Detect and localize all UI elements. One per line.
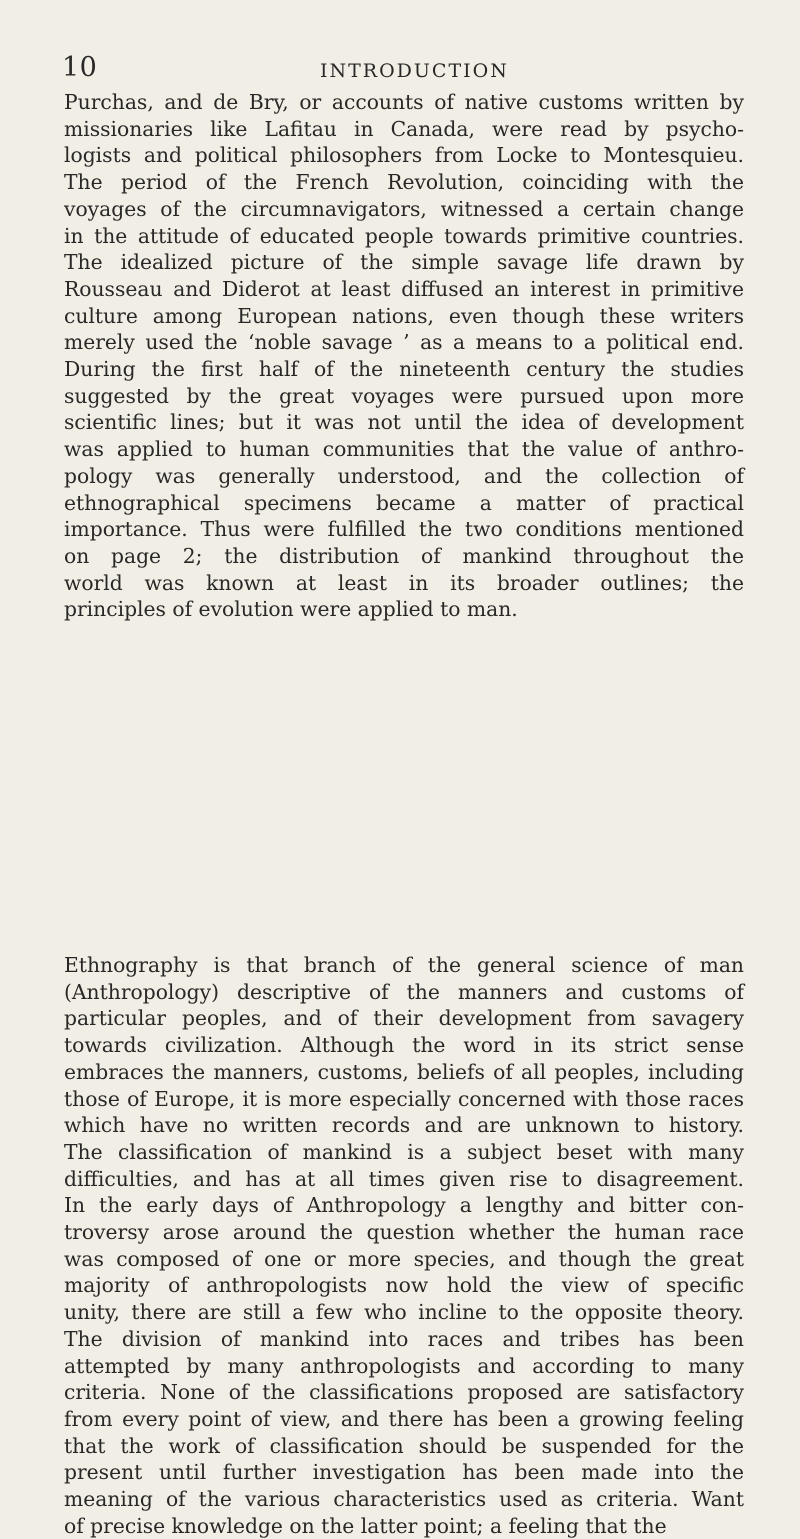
text-line: logists and political philosophers from Locke to Montesquieu. [64, 143, 744, 168]
text-line: Rousseau and Diderot at least diffused an interest in primitive [64, 276, 744, 301]
text-line: difficulties, and has at all times given rise to disagreement. [64, 1166, 744, 1191]
text-line: suggested by the great voyages were pursued upon more [64, 383, 744, 408]
text-line: criteria. None of the classifications proposed are satisfactory [64, 1380, 744, 1405]
text-line: of precise knowledge on the latter point; a feeling that the [64, 1513, 667, 1538]
paragraph-2 [64, 952, 744, 1539]
text-line: voyages of the circumnavigators, witnessed a certain change [64, 196, 744, 221]
text-line: in the attitude of educated people towards primitive countries. [64, 223, 744, 248]
text-line: culture among European nations, even though these writers [64, 303, 744, 328]
text-line: troversy arose around the question whether the human race [64, 1220, 744, 1245]
text-line: meaning of the various characteristics used as criteria. Want [64, 1487, 744, 1512]
text-line: The period of the French Revolution, coinciding with the [64, 170, 744, 195]
text-line: was composed of one or more species, and though the great [64, 1246, 744, 1271]
text-line: Ethnography is that branch of the general science of man [64, 953, 744, 977]
text-line: present until further investigation has been made into the [64, 1460, 744, 1485]
paragraph-1 [64, 89, 744, 623]
text-line: principles of evolution were applied to man. [64, 597, 518, 622]
text-line: particular peoples, and of their development from savagery [64, 1006, 744, 1031]
text-line: pology was generally understood, and the collection of [64, 463, 744, 488]
text-line: missionaries like Lafitau in Canada, were read by psycho- [64, 116, 744, 141]
text-line: Purchas, and de Bry, or accounts of native customs written by [64, 90, 744, 114]
text-line: The division of mankind into races and tribes has been [64, 1326, 744, 1351]
text-line: on page 2; the distribution of mankind throughout the [64, 543, 744, 568]
text-line: During the first half of the nineteenth century the studies [64, 357, 744, 382]
running-head: INTRODUCTION [320, 60, 509, 82]
text-line: majority of anthropologists now hold the view of specific [64, 1273, 744, 1298]
text-line: that the work of classification should be suspended for the [64, 1433, 744, 1458]
text-line: merely used the ‘noble savage ’ as a means to a political end. [64, 330, 744, 355]
text-line: world was known at least in its broader outlines; the [64, 570, 744, 595]
text-line: scientific lines; but it was not until the idea of development [64, 410, 744, 435]
text-line: was applied to human communities that the value of anthro- [64, 437, 744, 462]
text-line: unity, there are still a few who incline to the opposite theory. [64, 1300, 744, 1325]
text-line: from every point of view, and there has been a growing feeling [64, 1406, 744, 1431]
text-line: ethnographical specimens became a matter of practical [64, 490, 744, 515]
text-line: those of Europe, it is more especially concerned with those races [64, 1086, 744, 1111]
text-line: attempted by many anthropologists and according to many [64, 1353, 744, 1378]
page-number: 10 [62, 52, 98, 83]
text-line: The idealized picture of the simple savage life drawn by [64, 250, 744, 275]
text-line: importance. Thus were fulfilled the two conditions mentioned [64, 517, 744, 542]
text-line: The classification of mankind is a subject beset with many [64, 1139, 744, 1164]
text-line: (Anthropology) descriptive of the manners and customs of [64, 979, 744, 1004]
text-line: towards civilization. Although the word in its strict sense [64, 1033, 744, 1058]
text-line: embraces the manners, customs, beliefs of all peoples, including [64, 1059, 744, 1084]
text-line: In the early days of Anthropology a lengthy and bitter con- [64, 1193, 744, 1218]
text-line: which have no written records and are unknown to history. [64, 1113, 744, 1138]
